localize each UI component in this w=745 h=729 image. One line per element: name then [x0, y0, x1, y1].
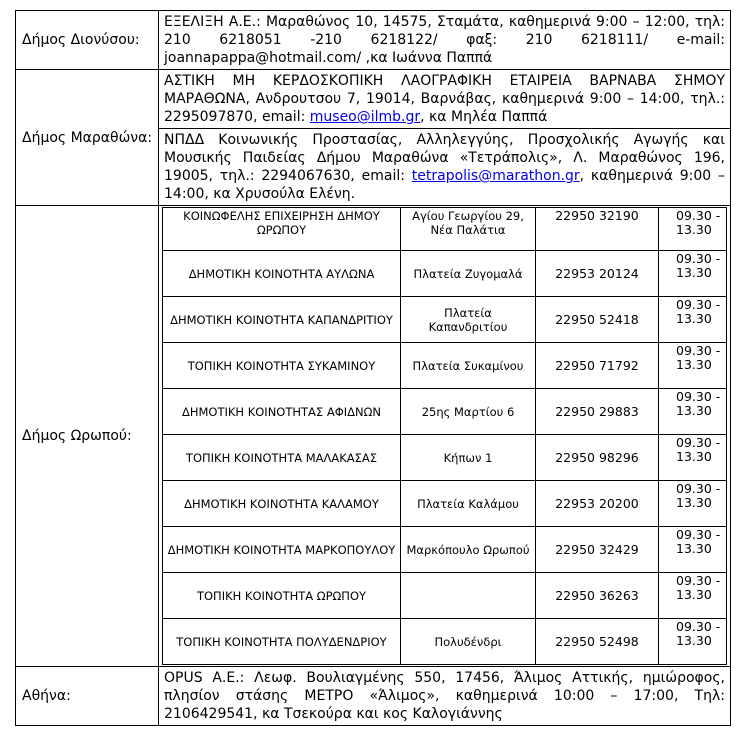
marathon-entry2-email-link[interactable]: tetrapolis@marathon.gr — [411, 168, 580, 184]
table-row — [163, 297, 727, 343]
info-athina: OPUS Α.Ε.: Λεωφ. Βουλιαγμένης 550, 17456, Άλιμος Αττικής, ημιώροφος, πλησίον στάσης ΜΕΤΡΟ «Άλιμος», καθημερινά 10:00 – 17:00, Τηλ: 2106429541, κα Τσεκούρα και κος Καλογιάννης — [159, 667, 731, 726]
office-address: Μαρκόπουλο Ωρωπού — [401, 527, 536, 573]
office-phone: 22950 29883 — [536, 389, 659, 435]
office-hours: 09.30 - 13.30 — [659, 343, 727, 389]
office-phone: 22950 32190 — [536, 208, 659, 251]
office-name: ΤΟΠΙΚΗ ΚΟΙΝΟΤΗΤΑ ΣΥΚΑΜΙΝΟΥ — [163, 343, 401, 389]
office-name: ΔΗΜΟΤΙΚΗ ΚΟΙΝΟΤΗΤΑΣ ΑΦΙΔΝΩΝ — [163, 389, 401, 435]
row-oropos — [16, 206, 731, 667]
marathon-entry1-after: , κα Μηλέα Παππά — [420, 109, 548, 125]
office-name: ΔΗΜΟΤΙΚΗ ΚΟΙΝΟΤΗΤΑ ΑΥΛΩΝΑ — [163, 251, 401, 297]
office-hours: 09.30 - 13.30 — [659, 481, 727, 527]
table-row — [163, 481, 727, 527]
office-phone: 22950 32429 — [536, 527, 659, 573]
office-name: ΤΟΠΙΚΗ ΚΟΙΝΟΤΗΤΑ ΠΟΛΥΔΕΝΔΡΙΟΥ — [163, 619, 401, 665]
info-marathon-1 — [159, 70, 731, 129]
office-name: ΔΗΜΟΤΙΚΗ ΚΟΙΝΟΤΗΤΑ ΜΑΡΚΟΠΟΥΛΟΥ — [163, 527, 401, 573]
table-row — [163, 573, 727, 619]
office-address: Πολυδένδρι — [401, 619, 536, 665]
office-phone: 22950 98296 — [536, 435, 659, 481]
info-marathon-2 — [159, 129, 731, 206]
office-phone: 22953 20200 — [536, 481, 659, 527]
office-address: 25ης Μαρτίου 6 — [401, 389, 536, 435]
office-address: Πλατεία Συκαμίνου — [401, 343, 536, 389]
row-marathon-1 — [16, 70, 731, 129]
office-hours: 09.30 - 13.30 — [659, 573, 727, 619]
marathon-entry1-text: ΑΣΤΙΚΗ ΜΗ ΚΕΡΔΟΣΚΟΠΙΚΗ ΛΑΟΓΡΑΦΙΚΗ ΕΤΑΙΡΕΙΑ ΒΑΡΝΑΒΑ ΣΗΜΟΥ ΜΑΡΑΘΩΝΑ, Ανδρουτσου 7, 19014, Βαρνάβας, καθημερινά 9:00 – 14:00, τηλ.: 2295097870, email: — [164, 73, 725, 125]
table-row — [163, 527, 727, 573]
table-row — [163, 208, 727, 251]
office-address: Αγίου Γεωργίου 29, Νέα Παλάτια — [401, 208, 536, 251]
table-row — [163, 619, 727, 665]
office-name: ΚΟΙΝΩΦΕΛΗΣ ΕΠΙΧΕΙΡΗΣΗ ΔΗΜΟΥ ΩΡΩΠΟΥ — [163, 208, 401, 251]
office-hours: 09.30 - 13.30 — [659, 619, 727, 665]
office-name: ΤΟΠΙΚΗ ΚΟΙΝΟΤΗΤΑ ΜΑΛΑΚΑΣΑΣ — [163, 435, 401, 481]
office-address — [401, 573, 536, 619]
office-hours: 09.30 - 13.30 — [659, 251, 727, 297]
office-phone: 22950 52418 — [536, 297, 659, 343]
office-phone: 22953 20124 — [536, 251, 659, 297]
label-oropos: Δήμος Ωρωπού: — [16, 206, 159, 667]
office-address: Πλατεία Ζυγομαλά — [401, 251, 536, 297]
oropos-cell — [159, 206, 731, 667]
office-hours: 09.30 - 13.30 — [659, 527, 727, 573]
table-row — [163, 435, 727, 481]
office-hours: 09.30 - 13.30 — [659, 297, 727, 343]
office-address: Πλατεία Καλάμου — [401, 481, 536, 527]
oropos-offices-table — [162, 207, 727, 665]
marathon-entry2-after: , καθημερινά 9:00 – 14:00, κα Χρυσούλα Ελένη. — [164, 168, 725, 202]
info-dionysos: ΕΞΕΛΙΞΗ Α.Ε.: Μαραθώνος 10, 14575, Σταμάτα, καθημερινά 9:00 – 12:00, τηλ: 210 6218051 -210 6218122/ φαξ: 210 6218111/ e-mail: joannapappa@hotmail.com/ ,κα Ιωάννα Παππά — [159, 11, 731, 70]
label-marathon: Δήμος Μαραθώνα: — [16, 70, 159, 206]
marathon-entry1-email-link[interactable]: museo@ilmb.gr — [309, 109, 421, 125]
label-athina: Αθήνα: — [16, 667, 159, 726]
office-hours: 09.30 - 13.30 — [659, 389, 727, 435]
table-row — [163, 389, 727, 435]
office-address: Κήπων 1 — [401, 435, 536, 481]
row-dionysos — [16, 11, 731, 70]
office-address: Πλατεία Καπανδριτίου — [401, 297, 536, 343]
label-dionysos: Δήμος Διονύσου: — [16, 11, 159, 70]
office-hours: 09.30 - 13.30 — [659, 208, 727, 251]
office-phone: 22950 52498 — [536, 619, 659, 665]
office-name: ΔΗΜΟΤΙΚΗ ΚΟΙΝΟΤΗΤΑ ΚΑΛΑΜΟΥ — [163, 481, 401, 527]
office-name: ΤΟΠΙΚΗ ΚΟΙΝΟΤΗΤΑ ΩΡΩΠΟΥ — [163, 573, 401, 619]
office-phone: 22950 36263 — [536, 573, 659, 619]
table-row — [163, 251, 727, 297]
marathon-entry2-text: ΝΠΔΔ Κοινωνικής Προστασίας, Αλληλεγγύης, Προσχολικής Αγωγής και Μουσικής Παιδείας Δήμου Μαραθώνα «Τετράπολις», Λ. Μαραθώνος 196, 19005, τηλ.: 2294067630, email: — [164, 132, 725, 184]
office-name: ΔΗΜΟΤΙΚΗ ΚΟΙΝΟΤΗΤΑ ΚΑΠΑΝΔΡΙΤΙΟΥ — [163, 297, 401, 343]
table-row — [163, 343, 727, 389]
row-athina — [16, 667, 731, 726]
office-phone: 22950 71792 — [536, 343, 659, 389]
office-hours: 09.30 - 13.30 — [659, 435, 727, 481]
municipalities-table — [15, 10, 731, 726]
